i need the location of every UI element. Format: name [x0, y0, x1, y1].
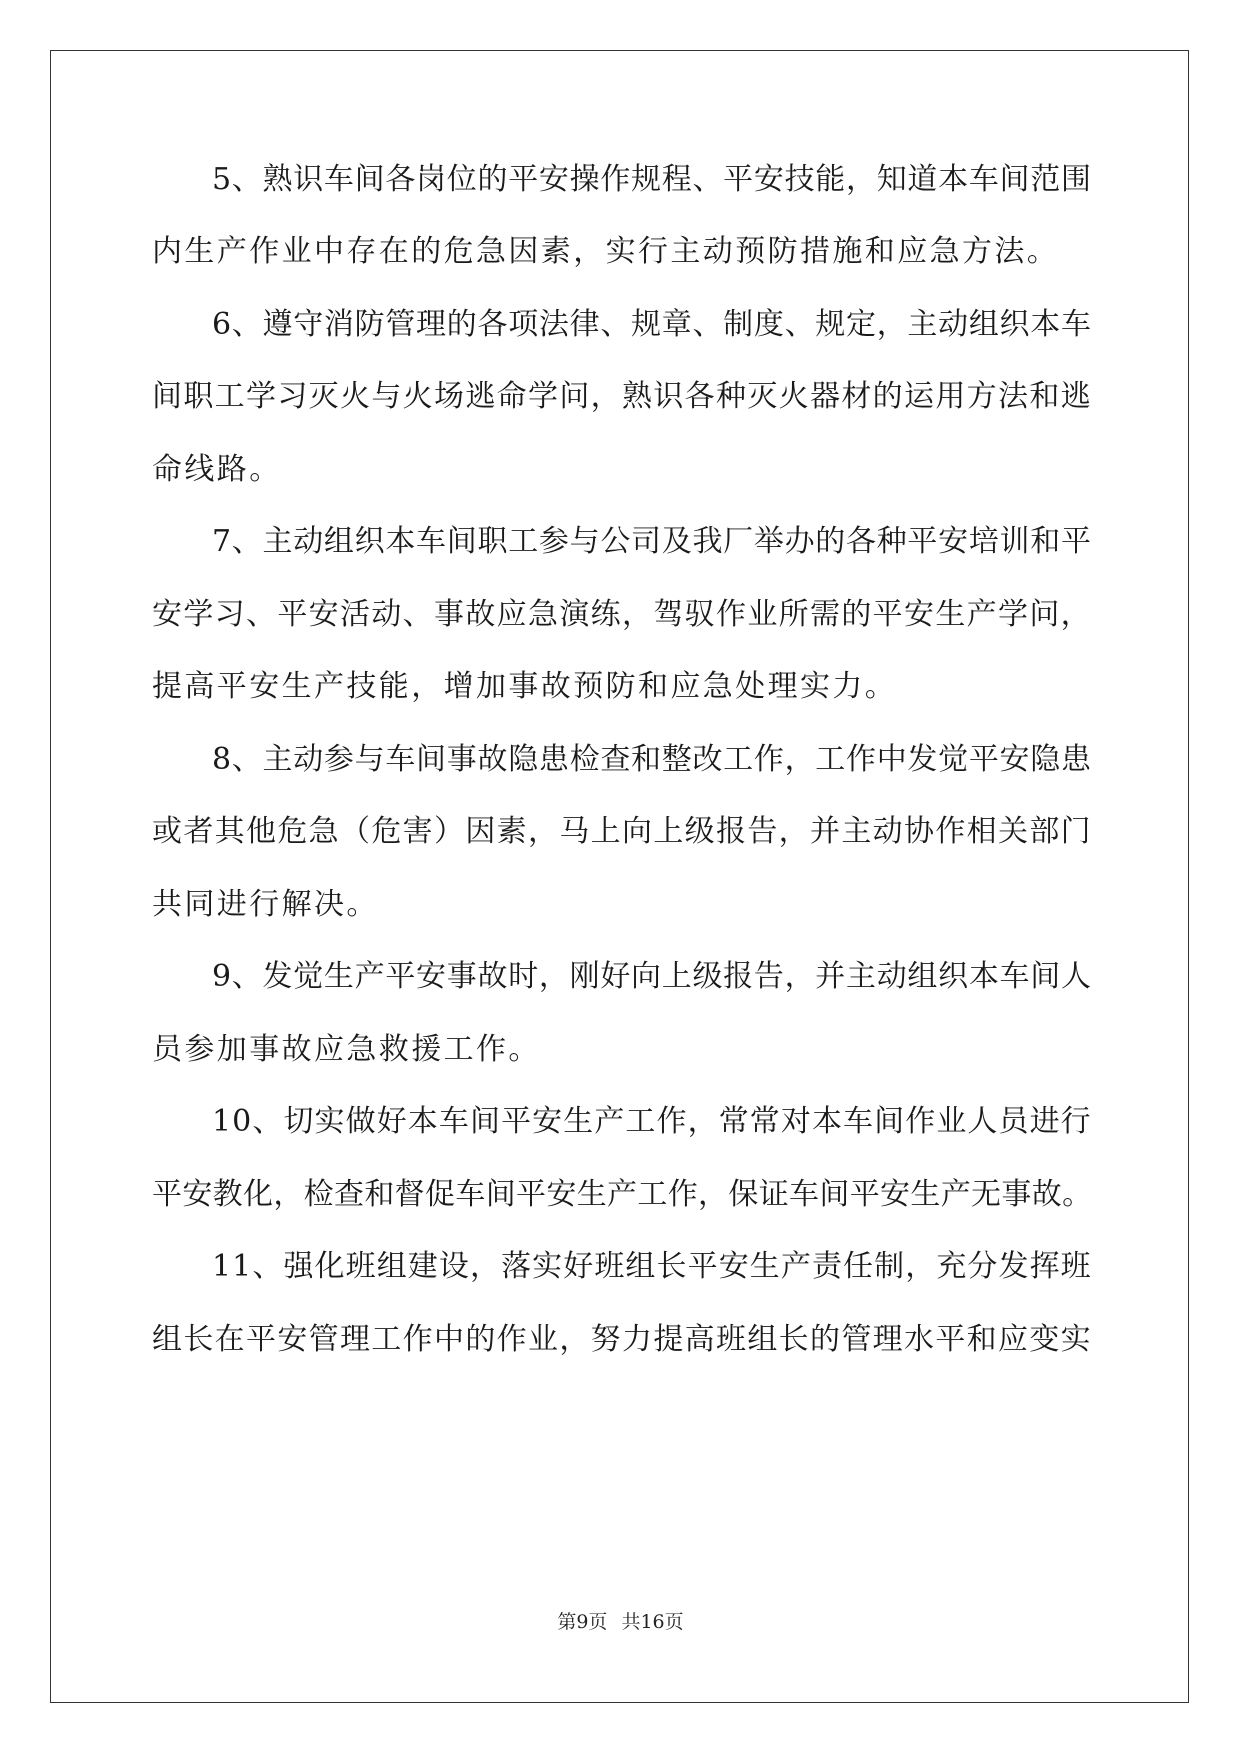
paragraph-6-line-2: 间职工学习灭火与火场逃命学问，熟识各种灭火器材的运用方法和逃 [152, 379, 1092, 414]
paragraph-6-line-1: 6、遵守消防管理的各项法律、规章、制度、规定，主动组织本车 [212, 307, 1092, 342]
page-total: 共16页 [621, 1611, 684, 1633]
paragraph-5-line-1: 5、熟识车间各岗位的平安操作规程、平安技能，知道本车间范围 [212, 162, 1092, 197]
paragraph-7-line-1: 7、主动组织本车间职工参与公司及我厂举办的各种平安培训和平 [212, 524, 1092, 559]
paragraph-11-line-1: 11、强化班组建设，落实好班组长平安生产责任制，充分发挥班 [212, 1249, 1092, 1284]
paragraph-10-line-1: 10、切实做好本车间平安生产工作，常常对本车间作业人员进行 [212, 1104, 1092, 1139]
page-footer [0, 1610, 1241, 1634]
paragraph-11-line-2: 组长在平安管理工作中的作业，努力提高班组长的管理水平和应变实 [152, 1322, 1092, 1357]
paragraph-6-line-3: 命线路。 [152, 452, 282, 487]
paragraph-7-line-2: 安学习、平安活动、事故应急演练，驾驭作业所需的平安生产学问， [152, 597, 1092, 632]
page-number: 第9页 [557, 1611, 608, 1633]
paragraph-9-line-2: 员参加事故应急救援工作。 [152, 1032, 541, 1067]
paragraph-8-line-2: 或者其他危急（危害）因素，马上向上级报告，并主动协作相关部门 [152, 814, 1092, 849]
paragraph-8-line-1: 8、主动参与车间事故隐患检查和整改工作，工作中发觉平安隐患 [212, 742, 1092, 777]
paragraph-9-line-1: 9、发觉生产平安事故时，刚好向上级报告，并主动组织本车间人 [212, 959, 1092, 994]
page-border [50, 50, 1189, 1703]
paragraph-8-line-3: 共同进行解决。 [152, 887, 379, 922]
paragraph-10-line-2: 平安教化，检查和督促车间平安生产工作，保证车间平安生产无事故。 [152, 1177, 1093, 1212]
paragraph-5-line-2: 内生产作业中存在的危急因素，实行主动预防措施和应急方法。 [152, 234, 1060, 269]
paragraph-7-line-3: 提高平安生产技能，增加事故预防和应急处理实力。 [152, 669, 898, 704]
